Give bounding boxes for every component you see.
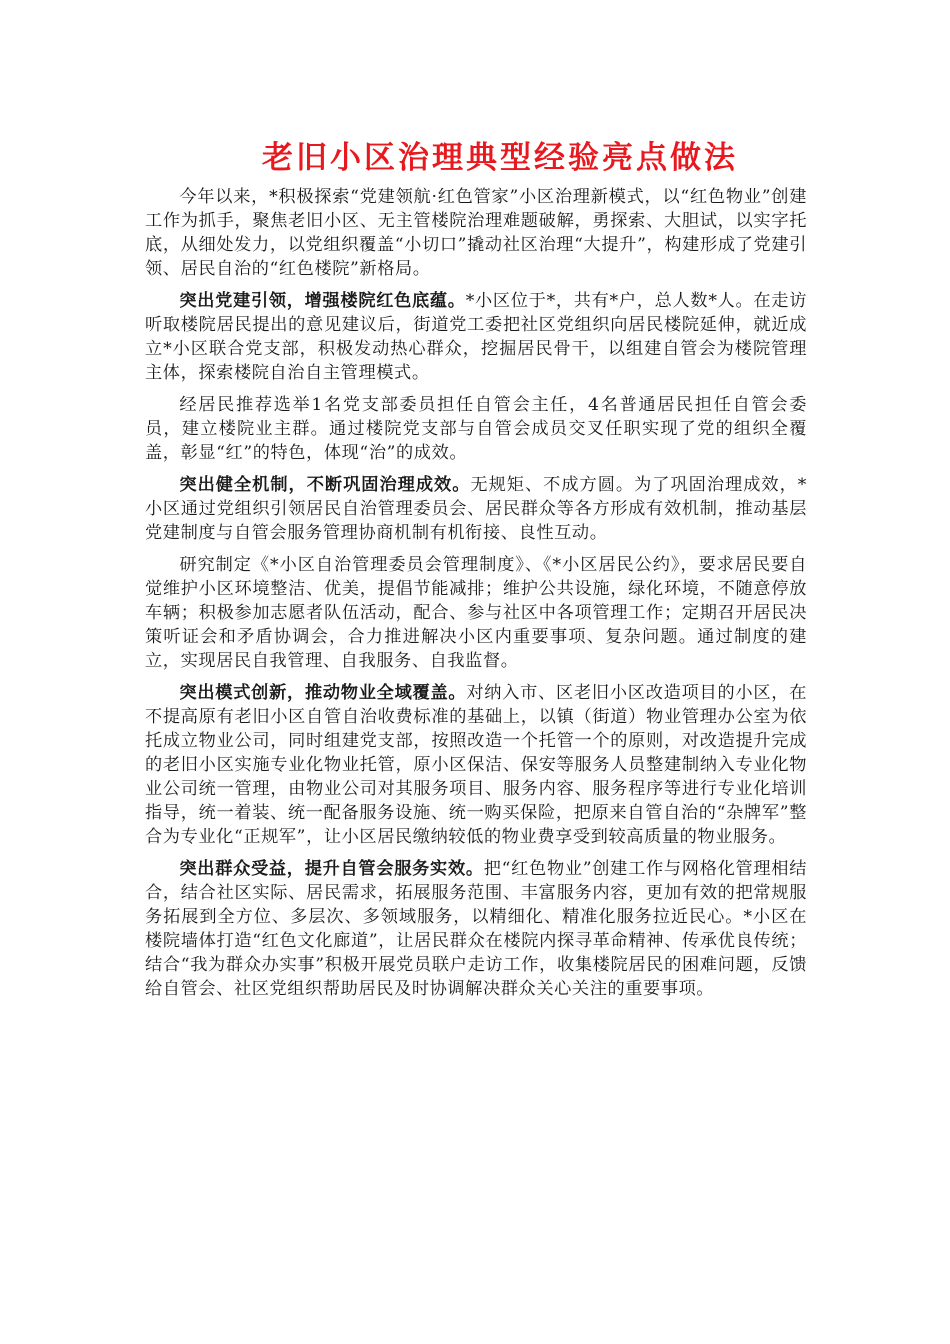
- paragraph-mechanism: [145, 473, 807, 545]
- paragraph-text: 对纳入市、区老旧小区改造项目的小区，在不提高原有老旧小区自管自治收费标准的基础上，以镇（街道）物业管理办公室为依托成立物业公司，同时组建党支部，按照改造一个托管一个的原则，对改造提升完成的老旧小区实施专业化物业托管，原小区保洁、保安等服务人员整建制纳入专业化物业公司统一管理，由物业公司对其服务项目、服务内容、服务程序等进行专业化培训指导，统一着装、统一配备服务设施、统一购买保险，把原来自管自治的“杂牌军”整合为专业化“正规军”，让小区居民缴纳较低的物业费享受到较高质量的物业服务。: [145, 683, 807, 847]
- paragraph-lead: 突出模式创新，推动物业全域覆盖。: [179, 683, 467, 703]
- paragraph-regulations: [145, 553, 807, 673]
- paragraph-intro: [145, 185, 807, 281]
- paragraph-model-innovation: [145, 681, 807, 849]
- paragraph-text: 把“红色物业”创建工作与网格化管理相结合，结合社区实际、居民需求，拓展服务范围、丰富服务内容，更加有效的把常规服务拓展到全方位、多层次、多领域服务，以精细化、精准化服务拉近民心。*小区在楼院墙体打造“红色文化廊道”，让居民群众在楼院内探寻革命精神、传承优良传统；结合“我为群众办实事”积极开展党员联户走访工作，收集楼院居民的困难问题，反馈给自管会、社区党组织帮助居民及时协调解决群众关心关注的重要事项。: [145, 859, 807, 999]
- paragraph-public-benefit: [145, 857, 807, 1001]
- paragraph-party-leadership: [145, 289, 807, 385]
- paragraph-lead: 突出健全机制，不断巩固治理成效。: [179, 475, 471, 495]
- paragraph-text: 经居民推荐选举1名党支部委员担任自管会主任，4名普通居民担任自管会委员，建立楼院业主群。通过楼院党支部与自管会成员交叉任职实现了党的组织全覆盖，彰显“红”的特色，体现“治”的成效。: [145, 395, 807, 463]
- paragraph-lead: 突出党建引领，增强楼院红色底蕴。: [179, 291, 466, 311]
- paragraph-lead: 突出群众受益，提升自管会服务实效。: [179, 859, 484, 879]
- paragraph-text: 今年以来，*积极探索“党建领航·红色管家”小区治理新模式，以“红色物业”创建工作为抓手，聚焦老旧小区、无主管楼院治理难题破解，勇探索、大胆试，以实字托底，从细处发力，以党组织覆盖“小切口”撬动社区治理“大提升”，构建形成了党建引领、居民自治的“红色楼院”新格局。: [145, 187, 807, 279]
- paragraph-text: *小区位于*，共有*户，总人数*人。在走访听取楼院居民提出的意见建议后，街道党工委把社区党组织向居民楼院延伸，就近成立*小区联合党支部，积极发动热心群众，挖掘居民骨干，以组建自管会为楼院管理主体，探索楼院自治自主管理模式。: [145, 291, 807, 383]
- paragraph-text: 研究制定《*小区自治管理委员会管理制度》、《*小区居民公约》，要求居民要自觉维护小区环境整洁、优美，提倡节能减排；维护公共设施，绿化环境，不随意停放车辆；积极参加志愿者队伍活动，配合、参与社区中各项管理工作；定期召开居民决策听证会和矛盾协调会，合力推进解决小区内重要事项、复杂问题。通过制度的建立，实现居民自我管理、自我服务、自我监督。: [145, 555, 807, 671]
- document-title: 老旧小区治理典型经验亮点做法: [262, 140, 738, 176]
- paragraph-text: 无规矩、不成方圆。为了巩固治理成效，*小区通过党组织引领居民自治管理委员会、居民群众等各方形成有效机制，推动基层党建制度与自管会服务管理协商机制有机衔接、良性互动。: [145, 475, 807, 543]
- document-body: [145, 185, 807, 1009]
- paragraph-election: [145, 393, 807, 465]
